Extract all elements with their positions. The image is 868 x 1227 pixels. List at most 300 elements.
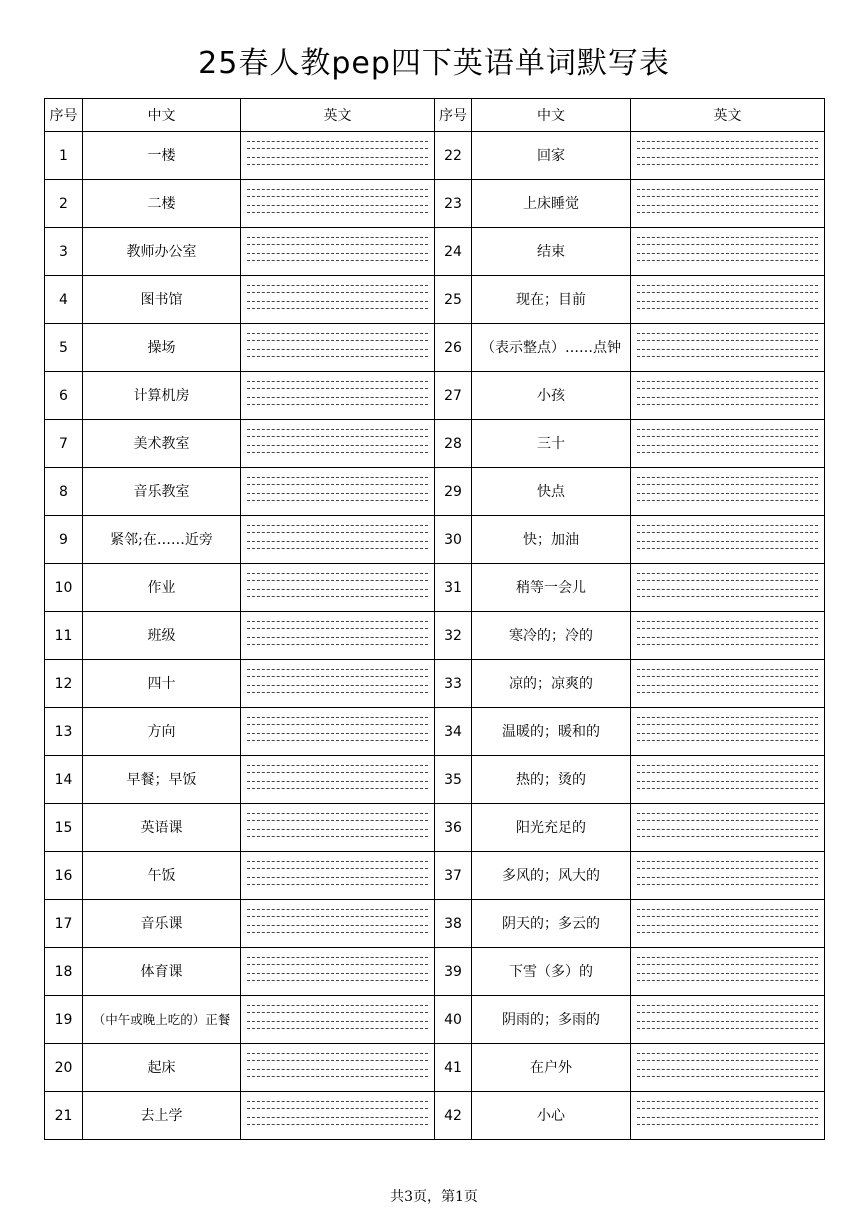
row-index: 33 <box>435 660 472 708</box>
dashed-writing-line <box>247 1069 428 1070</box>
dashed-writing-line <box>247 388 428 389</box>
page-footer: 共3页，第1页 <box>390 1189 478 1205</box>
dashed-writing-line <box>247 932 428 933</box>
dashed-writing-line <box>247 1012 428 1013</box>
chinese-word: 上床睡觉 <box>472 180 631 228</box>
dashed-writing-line <box>247 1053 428 1054</box>
row-index: 1 <box>45 132 83 180</box>
english-answer-cell[interactable] <box>241 708 435 756</box>
dashed-writing-line <box>637 445 818 446</box>
dashed-writing-line <box>247 445 428 446</box>
row-index: 3 <box>45 228 83 276</box>
table-row <box>45 756 825 804</box>
dashed-writing-line <box>637 765 818 766</box>
dashed-writing-line <box>247 1028 428 1029</box>
dashed-writing-line <box>247 644 428 645</box>
table-row <box>45 660 825 708</box>
english-answer-cell[interactable] <box>241 324 435 372</box>
dashed-writing-line <box>247 1060 428 1061</box>
english-answer-cell[interactable] <box>631 852 825 900</box>
dashed-writing-line <box>637 836 818 837</box>
dashed-writing-line <box>637 253 818 254</box>
dashed-writing-line <box>247 436 428 437</box>
chinese-word: 早餐；早饭 <box>83 756 241 804</box>
header-row <box>45 99 825 132</box>
dashed-writing-line <box>637 740 818 741</box>
row-index: 25 <box>435 276 472 324</box>
chinese-word: 快点 <box>472 468 631 516</box>
dashed-writing-line <box>637 1005 818 1006</box>
english-answer-cell[interactable] <box>241 1092 435 1140</box>
dashed-writing-line <box>247 404 428 405</box>
table-row <box>45 948 825 996</box>
dashed-writing-line <box>247 621 428 622</box>
english-answer-cell[interactable] <box>241 804 435 852</box>
dashed-writing-line <box>637 141 818 142</box>
row-index: 6 <box>45 372 83 420</box>
english-answer-cell[interactable] <box>631 1044 825 1092</box>
row-index: 35 <box>435 756 472 804</box>
english-answer-cell[interactable] <box>631 948 825 996</box>
dashed-writing-line <box>637 212 818 213</box>
dashed-writing-line <box>637 1124 818 1125</box>
row-index: 27 <box>435 372 472 420</box>
chinese-word: 现在；目前 <box>472 276 631 324</box>
header-index-right: 序号 <box>435 99 472 132</box>
dashed-writing-line <box>637 1076 818 1077</box>
chinese-word: 方向 <box>83 708 241 756</box>
dashed-writing-line <box>247 541 428 542</box>
english-answer-cell[interactable] <box>631 372 825 420</box>
dashed-writing-line <box>247 189 428 190</box>
dashed-writing-line <box>247 308 428 309</box>
dashed-writing-line <box>637 973 818 974</box>
dashed-writing-line <box>637 685 818 686</box>
row-index: 14 <box>45 756 83 804</box>
chinese-word: 温暖的；暖和的 <box>472 708 631 756</box>
dashed-writing-line <box>637 861 818 862</box>
row-index: 20 <box>45 1044 83 1092</box>
row-index: 38 <box>435 900 472 948</box>
english-answer-cell[interactable] <box>241 180 435 228</box>
dashed-writing-line <box>247 349 428 350</box>
dashed-writing-line <box>637 477 818 478</box>
chinese-word: 凉的；凉爽的 <box>472 660 631 708</box>
dashed-writing-line <box>247 637 428 638</box>
dashed-writing-line <box>637 541 818 542</box>
chinese-word: 结束 <box>472 228 631 276</box>
english-answer-cell[interactable] <box>631 420 825 468</box>
dashed-writing-line <box>247 676 428 677</box>
page-title: 25春人教pep四下英语单词默写表 <box>198 46 670 81</box>
table-row <box>45 468 825 516</box>
dashed-writing-line <box>637 349 818 350</box>
english-answer-cell[interactable] <box>241 372 435 420</box>
english-answer-cell[interactable] <box>241 228 435 276</box>
dashed-writing-line <box>247 964 428 965</box>
dashed-writing-line <box>637 628 818 629</box>
english-answer-cell[interactable] <box>631 132 825 180</box>
dashed-writing-line <box>637 980 818 981</box>
chinese-word: 美术教室 <box>83 420 241 468</box>
english-answer-cell[interactable] <box>241 132 435 180</box>
dashed-writing-line <box>247 788 428 789</box>
dashed-writing-line <box>637 589 818 590</box>
dashed-writing-line <box>247 381 428 382</box>
dashed-writing-line <box>637 148 818 149</box>
dashed-writing-line <box>637 493 818 494</box>
row-index: 37 <box>435 852 472 900</box>
chinese-word: 计算机房 <box>83 372 241 420</box>
chinese-word: 快；加油 <box>472 516 631 564</box>
row-index: 42 <box>435 1092 472 1140</box>
row-index: 23 <box>435 180 472 228</box>
table-row <box>45 276 825 324</box>
dashed-writing-line <box>247 1101 428 1102</box>
chinese-word: 一楼 <box>83 132 241 180</box>
dashed-writing-line <box>637 189 818 190</box>
english-answer-cell[interactable] <box>631 996 825 1044</box>
dashed-writing-line <box>637 237 818 238</box>
chinese-word: 阳光充足的 <box>472 804 631 852</box>
dashed-writing-line <box>247 212 428 213</box>
dashed-writing-line <box>637 1060 818 1061</box>
dashed-writing-line <box>637 596 818 597</box>
dashed-writing-line <box>637 820 818 821</box>
header-index-left: 序号 <box>45 99 83 132</box>
chinese-word: 下雪（多）的 <box>472 948 631 996</box>
english-answer-cell[interactable] <box>241 564 435 612</box>
row-index: 29 <box>435 468 472 516</box>
dashed-writing-line <box>637 957 818 958</box>
table-row <box>45 516 825 564</box>
dashed-writing-line <box>637 292 818 293</box>
dashed-writing-line <box>637 781 818 782</box>
english-answer-cell[interactable] <box>631 516 825 564</box>
row-index: 34 <box>435 708 472 756</box>
table-row <box>45 372 825 420</box>
dashed-writing-line <box>247 836 428 837</box>
dashed-writing-line <box>247 1108 428 1109</box>
dashed-writing-line <box>247 884 428 885</box>
dashed-writing-line <box>637 621 818 622</box>
english-answer-cell[interactable] <box>631 564 825 612</box>
table-row <box>45 1044 825 1092</box>
dashed-writing-line <box>637 733 818 734</box>
dashed-writing-line <box>637 285 818 286</box>
english-answer-cell[interactable] <box>631 708 825 756</box>
chinese-word: 小孩 <box>472 372 631 420</box>
dashed-writing-line <box>637 333 818 334</box>
chinese-word: 体育课 <box>83 948 241 996</box>
english-answer-cell[interactable] <box>241 612 435 660</box>
table-row <box>45 1092 825 1140</box>
dashed-writing-line <box>247 1005 428 1006</box>
dashed-writing-line <box>247 589 428 590</box>
dashed-writing-line <box>247 237 428 238</box>
row-index: 10 <box>45 564 83 612</box>
chinese-word: （表示整点）……点钟 <box>472 324 631 372</box>
chinese-word: 午饭 <box>83 852 241 900</box>
dashed-writing-line <box>637 340 818 341</box>
dashed-writing-line <box>637 157 818 158</box>
row-index: 9 <box>45 516 83 564</box>
row-index: 18 <box>45 948 83 996</box>
dashed-writing-line <box>247 532 428 533</box>
dashed-writing-line <box>247 484 428 485</box>
english-answer-cell[interactable] <box>631 900 825 948</box>
chinese-word: 音乐课 <box>83 900 241 948</box>
dashed-writing-line <box>247 724 428 725</box>
dashed-writing-line <box>637 301 818 302</box>
dashed-writing-line <box>247 301 428 302</box>
english-answer-cell[interactable] <box>241 420 435 468</box>
dashed-writing-line <box>637 525 818 526</box>
dashed-writing-line <box>637 381 818 382</box>
chinese-word: 阴天的；多云的 <box>472 900 631 948</box>
dashed-writing-line <box>247 148 428 149</box>
dashed-writing-line <box>247 1124 428 1125</box>
row-index: 8 <box>45 468 83 516</box>
dashed-writing-line <box>247 500 428 501</box>
english-answer-cell[interactable] <box>631 324 825 372</box>
table-row <box>45 708 825 756</box>
dashed-writing-line <box>637 573 818 574</box>
dashed-writing-line <box>637 1053 818 1054</box>
dashed-writing-line <box>247 925 428 926</box>
dashed-writing-line <box>247 1021 428 1022</box>
dashed-writing-line <box>637 788 818 789</box>
english-answer-cell[interactable] <box>631 612 825 660</box>
dashed-writing-line <box>247 980 428 981</box>
dashed-writing-line <box>247 740 428 741</box>
english-answer-cell[interactable] <box>241 660 435 708</box>
dashed-writing-line <box>637 164 818 165</box>
row-index: 28 <box>435 420 472 468</box>
dashed-writing-line <box>247 477 428 478</box>
chinese-word: 稍等一会儿 <box>472 564 631 612</box>
english-answer-cell[interactable] <box>241 900 435 948</box>
header-chinese-left: 中文 <box>83 99 241 132</box>
table-row <box>45 180 825 228</box>
dashed-writing-line <box>247 861 428 862</box>
dashed-writing-line <box>247 1117 428 1118</box>
dashed-writing-line <box>637 717 818 718</box>
dashed-writing-line <box>637 356 818 357</box>
dashed-writing-line <box>637 308 818 309</box>
row-index: 24 <box>435 228 472 276</box>
dashed-writing-line <box>637 429 818 430</box>
dashed-writing-line <box>247 452 428 453</box>
dashed-writing-line <box>247 772 428 773</box>
chinese-word: 三十 <box>472 420 631 468</box>
dashed-writing-line <box>247 916 428 917</box>
table-row <box>45 564 825 612</box>
dashed-writing-line <box>247 813 428 814</box>
row-index: 2 <box>45 180 83 228</box>
dashed-writing-line <box>247 356 428 357</box>
dashed-writing-line <box>247 260 428 261</box>
dashed-writing-line <box>247 781 428 782</box>
chinese-word: 紧邻;在……近旁 <box>83 516 241 564</box>
english-answer-cell[interactable] <box>631 276 825 324</box>
dashed-writing-line <box>637 1028 818 1029</box>
english-answer-cell[interactable] <box>241 276 435 324</box>
english-answer-cell[interactable] <box>631 1092 825 1140</box>
header-english-right: 英文 <box>631 99 825 132</box>
dashed-writing-line <box>637 637 818 638</box>
dashed-writing-line <box>637 724 818 725</box>
dashed-writing-line <box>247 525 428 526</box>
chinese-word: 音乐教室 <box>83 468 241 516</box>
dashed-writing-line <box>637 244 818 245</box>
dashed-writing-line <box>247 253 428 254</box>
dashed-writing-line <box>637 868 818 869</box>
table-row <box>45 804 825 852</box>
table-row <box>45 132 825 180</box>
english-answer-cell[interactable] <box>631 804 825 852</box>
english-answer-cell[interactable] <box>241 756 435 804</box>
english-answer-cell[interactable] <box>631 180 825 228</box>
chinese-word: 多风的；风大的 <box>472 852 631 900</box>
dashed-writing-line <box>247 292 428 293</box>
dashed-writing-line <box>247 692 428 693</box>
dashed-writing-line <box>637 1021 818 1022</box>
dashed-writing-line <box>247 333 428 334</box>
chinese-word: 去上学 <box>83 1092 241 1140</box>
english-answer-cell[interactable] <box>631 468 825 516</box>
chinese-word: 寒冷的；冷的 <box>472 612 631 660</box>
dashed-writing-line <box>637 676 818 677</box>
dashed-writing-line <box>247 829 428 830</box>
row-index: 17 <box>45 900 83 948</box>
dashed-writing-line <box>247 157 428 158</box>
dashed-writing-line <box>637 772 818 773</box>
row-index: 21 <box>45 1092 83 1140</box>
dashed-writing-line <box>247 669 428 670</box>
dashed-writing-line <box>637 580 818 581</box>
chinese-word: 阴雨的；多雨的 <box>472 996 631 1044</box>
table-row <box>45 420 825 468</box>
header-english-left: 英文 <box>241 99 435 132</box>
chinese-word: 图书馆 <box>83 276 241 324</box>
dashed-writing-line <box>247 596 428 597</box>
dashed-writing-line <box>637 532 818 533</box>
row-index: 5 <box>45 324 83 372</box>
dashed-writing-line <box>637 436 818 437</box>
english-answer-cell[interactable] <box>631 228 825 276</box>
chinese-word: （中午或晚上吃的）正餐 <box>83 996 241 1044</box>
dashed-writing-line <box>637 877 818 878</box>
dashed-writing-line <box>637 1108 818 1109</box>
chinese-word: 回家 <box>472 132 631 180</box>
row-index: 13 <box>45 708 83 756</box>
dashed-writing-line <box>247 717 428 718</box>
dashed-writing-line <box>637 484 818 485</box>
row-index: 11 <box>45 612 83 660</box>
chinese-word: 作业 <box>83 564 241 612</box>
dashed-writing-line <box>637 1069 818 1070</box>
vocabulary-table <box>44 98 825 1140</box>
dashed-writing-line <box>247 957 428 958</box>
dashed-writing-line <box>637 205 818 206</box>
chinese-word: 热的；烫的 <box>472 756 631 804</box>
dashed-writing-line <box>637 884 818 885</box>
chinese-word: 教师办公室 <box>83 228 241 276</box>
chinese-word: 班级 <box>83 612 241 660</box>
dashed-writing-line <box>247 685 428 686</box>
english-answer-cell[interactable] <box>631 756 825 804</box>
dashed-writing-line <box>637 397 818 398</box>
chinese-word: 二楼 <box>83 180 241 228</box>
dashed-writing-line <box>247 340 428 341</box>
dashed-writing-line <box>247 429 428 430</box>
row-index: 22 <box>435 132 472 180</box>
english-answer-cell[interactable] <box>241 852 435 900</box>
row-index: 39 <box>435 948 472 996</box>
row-index: 12 <box>45 660 83 708</box>
dashed-writing-line <box>637 1117 818 1118</box>
dashed-writing-line <box>637 452 818 453</box>
english-answer-cell[interactable] <box>241 948 435 996</box>
dashed-writing-line <box>247 909 428 910</box>
dashed-writing-line <box>247 628 428 629</box>
row-index: 32 <box>435 612 472 660</box>
dashed-writing-line <box>247 285 428 286</box>
english-answer-cell[interactable] <box>241 996 435 1044</box>
dashed-writing-line <box>637 388 818 389</box>
chinese-word: 起床 <box>83 1044 241 1092</box>
dashed-writing-line <box>637 925 818 926</box>
dashed-writing-line <box>247 580 428 581</box>
english-answer-cell[interactable] <box>241 468 435 516</box>
dashed-writing-line <box>637 404 818 405</box>
table-row <box>45 612 825 660</box>
chinese-word: 操场 <box>83 324 241 372</box>
table-row <box>45 852 825 900</box>
english-answer-cell[interactable] <box>241 516 435 564</box>
header-chinese-right: 中文 <box>472 99 631 132</box>
chinese-word: 四十 <box>83 660 241 708</box>
english-answer-cell[interactable] <box>241 1044 435 1092</box>
dashed-writing-line <box>637 813 818 814</box>
chinese-word: 小心 <box>472 1092 631 1140</box>
dashed-writing-line <box>637 1101 818 1102</box>
row-index: 15 <box>45 804 83 852</box>
dashed-writing-line <box>247 141 428 142</box>
table-row <box>45 996 825 1044</box>
dashed-writing-line <box>637 500 818 501</box>
row-index: 36 <box>435 804 472 852</box>
dashed-writing-line <box>247 973 428 974</box>
dashed-writing-line <box>637 644 818 645</box>
row-index: 40 <box>435 996 472 1044</box>
row-index: 7 <box>45 420 83 468</box>
dashed-writing-line <box>637 932 818 933</box>
row-index: 16 <box>45 852 83 900</box>
table-row <box>45 900 825 948</box>
english-answer-cell[interactable] <box>631 660 825 708</box>
dashed-writing-line <box>637 260 818 261</box>
dashed-writing-line <box>637 196 818 197</box>
dashed-writing-line <box>637 692 818 693</box>
dashed-writing-line <box>247 1076 428 1077</box>
dashed-writing-line <box>247 493 428 494</box>
row-index: 41 <box>435 1044 472 1092</box>
dashed-writing-line <box>247 573 428 574</box>
dashed-writing-line <box>247 164 428 165</box>
row-index: 31 <box>435 564 472 612</box>
